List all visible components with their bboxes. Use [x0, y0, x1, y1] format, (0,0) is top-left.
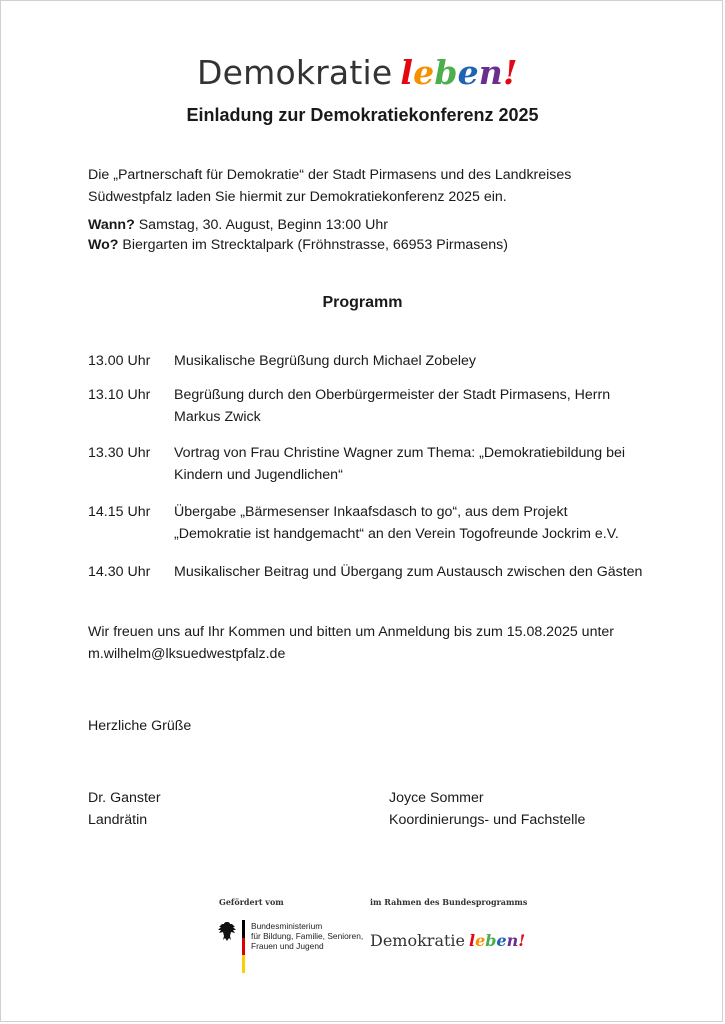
- program-time: 13.10 Uhr: [88, 387, 151, 403]
- signature-right: [389, 787, 585, 831]
- program-desc: Begrüßung durch den Oberbürgermeister der Stadt Pirmasens, Herrn Markus Zwick: [174, 387, 611, 425]
- ministry-line: Frauen und Jugend: [251, 941, 324, 951]
- logo-word-demokratie: Demokratie: [197, 53, 393, 92]
- program-time: 13.00 Uhr: [88, 353, 151, 369]
- demokratie-leben-small-logo: [370, 931, 525, 950]
- greeting: Herzliche Grüße: [88, 718, 192, 734]
- where-value: Biergarten im Strecktalpark (Fröhnstrasse, 66953 Pirmasens): [122, 237, 508, 253]
- ministry-name: [251, 921, 363, 951]
- federal-eagle-icon: [217, 920, 237, 942]
- program-time: 14.15 Uhr: [88, 504, 151, 520]
- small-logo-word-leben: leben!: [469, 931, 526, 950]
- when-label: Wann?: [88, 217, 135, 233]
- where-line: [88, 234, 648, 256]
- logo-word-leben: leben!: [400, 53, 518, 92]
- ministry-line: für Bildung, Familie, Senioren,: [251, 931, 364, 941]
- flag-stripe-black: [242, 920, 245, 938]
- program-desc: Übergabe „Bärmesenser Inkaafsdasch to go“, aus dem Projekt „Demokratie ist handgemacht“ an den Verein Togofreunde Jockrim e.V.: [174, 504, 619, 542]
- signature-name: Joyce Sommer: [389, 790, 484, 806]
- program-desc: Musikalischer Beitrag und Übergang zum Austausch zwischen den Gästen: [174, 564, 643, 580]
- program-time: 14.30 Uhr: [88, 564, 151, 580]
- where-label: Wo?: [88, 237, 119, 253]
- funded-by-label: Gefördert vom: [219, 897, 284, 907]
- page-title: Einladung zur Demokratiekonferenz 2025: [186, 105, 539, 125]
- demokratie-leben-logo: [197, 53, 518, 92]
- program-label: im Rahmen des Bundesprogramms: [370, 897, 528, 907]
- program-time: 13.30 Uhr: [88, 445, 151, 461]
- signature-role: Koordinierungs- und Fachstelle: [389, 812, 586, 828]
- flag-stripe-red: [242, 938, 245, 956]
- closing-paragraph: Wir freuen uns auf Ihr Kommen und bitten um Anmeldung bis zum 15.08.2025 unter m.wilhelm@lksuedwestpfalz.de: [88, 624, 615, 662]
- german-flag-bar: [242, 920, 245, 973]
- signature-name: Dr. Ganster: [88, 790, 161, 806]
- program-desc: Vortrag von Frau Christine Wagner zum Thema: „Demokratiebildung bei Kindern und Jugendlichen“: [174, 445, 626, 483]
- signature-role: Landrätin: [88, 812, 148, 828]
- ministry-line: Bundesministerium: [251, 921, 323, 931]
- when-line: [88, 214, 648, 236]
- flag-stripe-gold: [242, 955, 245, 973]
- program-heading: Programm: [322, 294, 403, 311]
- small-logo-word-demokratie: Demokratie: [370, 931, 465, 950]
- intro-paragraph: Die „Partnerschaft für Demokratie“ der Stadt Pirmasens und des Landkreises Südwestpfalz laden Sie hiermit zur Demokratiekonferenz 2025 ein.: [88, 167, 572, 205]
- when-value: Samstag, 30. August, Beginn 13:00 Uhr: [138, 217, 388, 233]
- signature-left: [88, 787, 161, 831]
- program-desc: Musikalische Begrüßung durch Michael Zobeley: [174, 353, 477, 369]
